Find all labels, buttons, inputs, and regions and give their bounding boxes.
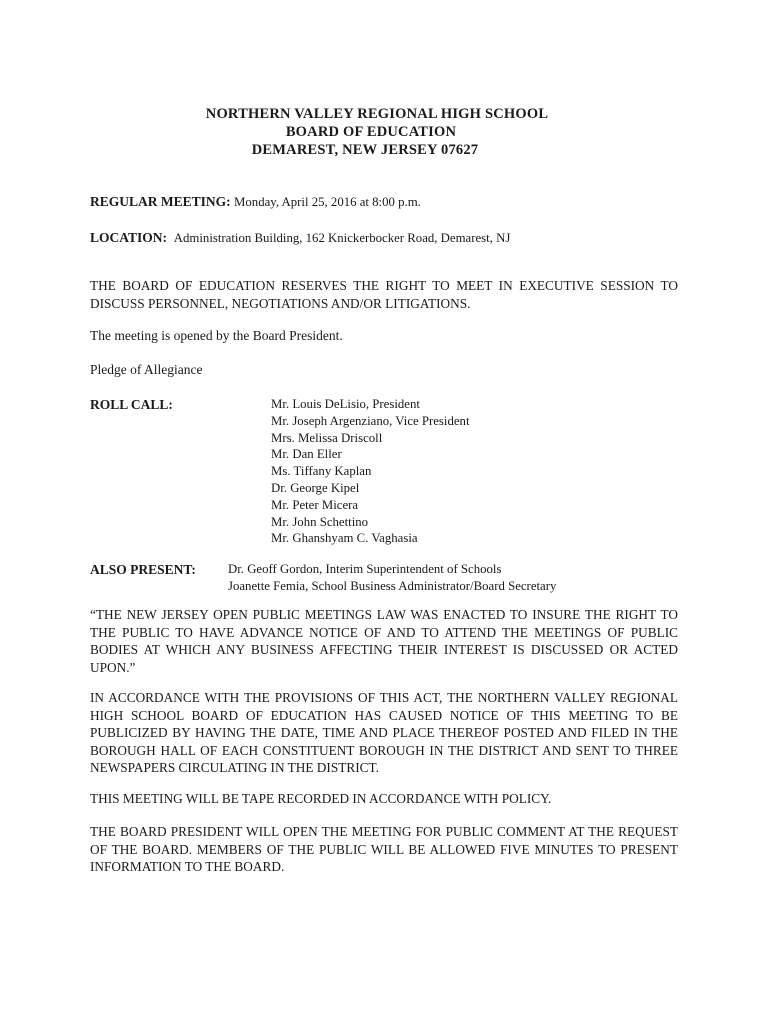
open-meetings-law-paragraph: “THE NEW JERSEY OPEN PUBLIC MEETINGS LAW WAS ENACTED TO INSURE THE RIGHT TO THE PUBLIC TO HAVE ADVANCE NOTICE OF AND TO ATTEND THE MEETINGS OF PUBLIC BODIES AT WHICH ANY BUSINESS AFFECTING THEIR INTEREST IS DISCUSSED OR ACTED UPON.” [90, 607, 678, 675]
roll-call-member: Ms. Tiffany Kaplan [271, 464, 372, 479]
also-present-person: Joanette Femia, School Business Administrator/Board Secretary [228, 579, 557, 593]
roll-call-member: Mr. John Schettino [271, 514, 369, 529]
location-line [90, 229, 510, 247]
public-comment-paragraph: THE BOARD PRESIDENT WILL OPEN THE MEETING FOR PUBLIC COMMENT AT THE REQUEST OF THE BOARD. MEMBERS OF THE PUBLIC WILL BE ALLOWED FIVE MINUTES TO PRESENT INFORMATION TO THE BOARD. [90, 824, 678, 875]
roll-call-member: Dr. George Kipel [271, 480, 360, 495]
meeting-label: REGULAR MEETING: [90, 194, 231, 209]
executive-session-notice: THE BOARD OF EDUCATION RESERVES THE RIGHT TO MEET IN EXECUTIVE SESSION TO DISCUSS PERSONNEL, NEGOTIATIONS AND/OR LITIGATIONS. [90, 278, 678, 311]
also-present-list [228, 561, 556, 595]
pledge-text: Pledge of Allegiance [90, 362, 203, 377]
school-name: NORTHERN VALLEY REGIONAL HIGH SCHOOL [205, 106, 549, 122]
roll-call-member: Mrs. Melissa Driscoll [271, 430, 383, 445]
meeting-value: Monday, April 25, 2016 at 8:00 p.m. [234, 195, 421, 209]
roll-call-member: Mr. Peter Micera [271, 497, 359, 512]
also-present-label: ALSO PRESENT: [90, 562, 196, 577]
roll-call-member: Mr. Joseph Argenziano, Vice President [271, 413, 470, 428]
school-address: DEMAREST, NEW JERSEY 07627 [251, 142, 479, 158]
roll-call-member: Mr. Ghanshyam C. Vaghasia [271, 531, 418, 546]
document-header [0, 105, 770, 159]
accordance-paragraph: IN ACCORDANCE WITH THE PROVISIONS OF THIS ACT, THE NORTHERN VALLEY REGIONAL HIGH SCHOOL BOARD OF EDUCATION HAS CAUSED NOTICE OF THIS MEETING TO BE PUBLICIZED BY HAVING THE DATE, TIME AND PLACE THEREOF POSTED AND FILED IN THE BOROUGH HALL OF EACH CONSTITUENT BOROUGH IN THE DISTRICT AND SENT TO THREE NEWSPAPERS CIRCULATING IN THE DISTRICT. [90, 690, 678, 776]
location-value: Administration Building, 162 Knickerbocker Road, Demarest, NJ [173, 231, 511, 245]
board-name: BOARD OF EDUCATION [285, 124, 457, 140]
roll-call-list [271, 396, 470, 547]
location-label: LOCATION: [90, 230, 168, 245]
roll-call-member: Mr. Louis DeLisio, President [271, 397, 420, 411]
meeting-line [90, 193, 421, 211]
meeting-opened-text: The meeting is opened by the Board President. [90, 328, 343, 343]
roll-call-label: ROLL CALL: [90, 397, 173, 412]
also-present-person: Dr. Geoff Gordon, Interim Superintendent of Schools [228, 562, 502, 576]
tape-recorded-notice: THIS MEETING WILL BE TAPE RECORDED IN ACCORDANCE WITH POLICY. [90, 791, 552, 806]
roll-call-member: Mr. Dan Eller [271, 447, 342, 462]
